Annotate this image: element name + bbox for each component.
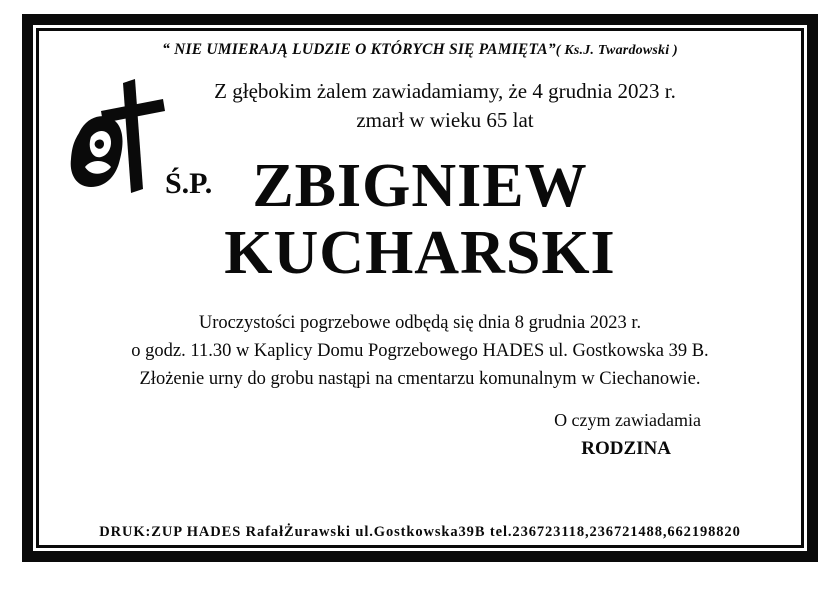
cross-with-mourner-icon — [61, 71, 221, 221]
notice-content-frame — [36, 28, 804, 548]
quote-text: “ NIE UMIERAJĄ LUDZIE O KTÓRYCH SIĘ PAMIĘTA” — [162, 41, 556, 58]
quote-author: ( Ks.J. Twardowski ) — [555, 43, 678, 58]
sp-abbreviation: Ś.P. — [165, 167, 213, 200]
notice-outer-border — [22, 14, 818, 562]
closing-line: O czym zawiadamia — [554, 410, 701, 431]
closing-block — [53, 407, 787, 463]
printer-credit-line: DRUK:ZUP HADES RafałŻurawski ul.Gostkowska39B tel.236723118,236721488,662198820 — [99, 524, 741, 540]
ceremony-line-1: Uroczystości pogrzebowe odbędą się dnia 8 grudnia 2023 r. — [198, 312, 642, 333]
ceremony-line-3: Złożenie urny do grobu nastąpi na cmentarzu komunalnym w Ciechanowie. — [139, 369, 701, 390]
deceased-first-name: ZBIGNIEW — [252, 151, 588, 220]
deceased-last-name: KUCHARSKI — [224, 218, 616, 287]
announcement-line-2: zmarł w wieku 65 lat — [356, 107, 534, 132]
notice-white-gap — [33, 25, 807, 551]
announcement-line-1: Z głębokim żalem zawiadamiamy, że 4 grudnia 2023 r. — [214, 79, 676, 103]
family-signature: RODZINA — [581, 438, 671, 460]
ceremony-line-2: o godz. 11.30 w Kaplicy Domu Pogrzebowego HADES ul. Gostkowska 39 B. — [131, 340, 709, 361]
quote-line — [53, 41, 787, 59]
ceremony-details-block — [53, 309, 787, 393]
